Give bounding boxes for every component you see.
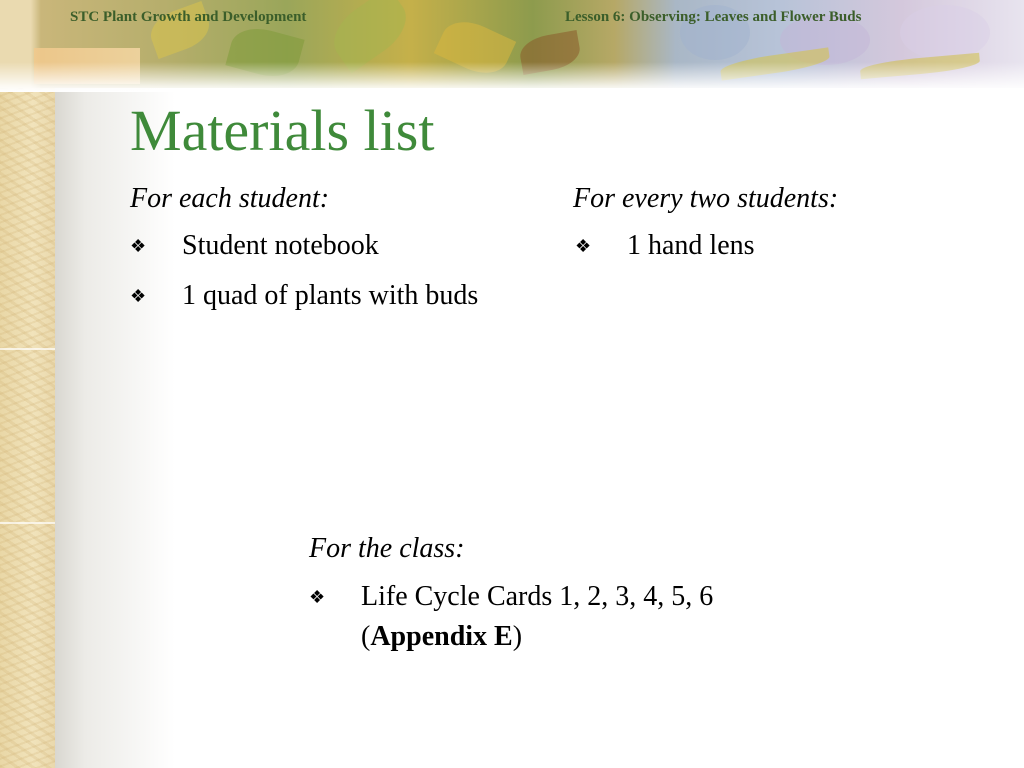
slide-title: Materials list: [130, 98, 435, 163]
diamond-bullet-icon: ❖: [130, 236, 147, 256]
course-title: STC Plant Growth and Development: [70, 9, 307, 25]
list-item-text: 1 quad of plants with buds: [182, 280, 479, 311]
list-item-close: ): [512, 621, 523, 652]
appendix-reference: Appendix E: [370, 621, 513, 652]
parchment-strip: [0, 0, 60, 768]
list-item: [309, 577, 779, 657]
lesson-title: Lesson 6: Observing: Leaves and Flower Buds: [565, 9, 862, 25]
list-item: [575, 226, 975, 266]
banner-fade: [0, 62, 1024, 92]
each-student-list: [130, 226, 490, 326]
list-item: [130, 276, 490, 316]
diamond-bullet-icon: ❖: [130, 286, 147, 306]
list-item-text: Life Cycle Cards 1, 2, 3, 4, 5, 6 (: [361, 581, 714, 652]
strip-divider: [0, 348, 60, 350]
diamond-bullet-icon: ❖: [309, 587, 326, 607]
each-student-heading: For each student:: [130, 183, 330, 214]
strip-divider: [0, 522, 60, 524]
class-heading: For the class:: [309, 533, 465, 564]
two-students-list: [575, 226, 975, 276]
list-item-text: Student notebook: [182, 230, 379, 261]
list-item: [130, 226, 490, 266]
diamond-bullet-icon: ❖: [575, 236, 592, 256]
class-list: [309, 577, 779, 667]
two-students-heading: For every two students:: [573, 183, 839, 214]
petal-decoration: [900, 5, 990, 60]
list-item-text: 1 hand lens: [627, 230, 755, 261]
